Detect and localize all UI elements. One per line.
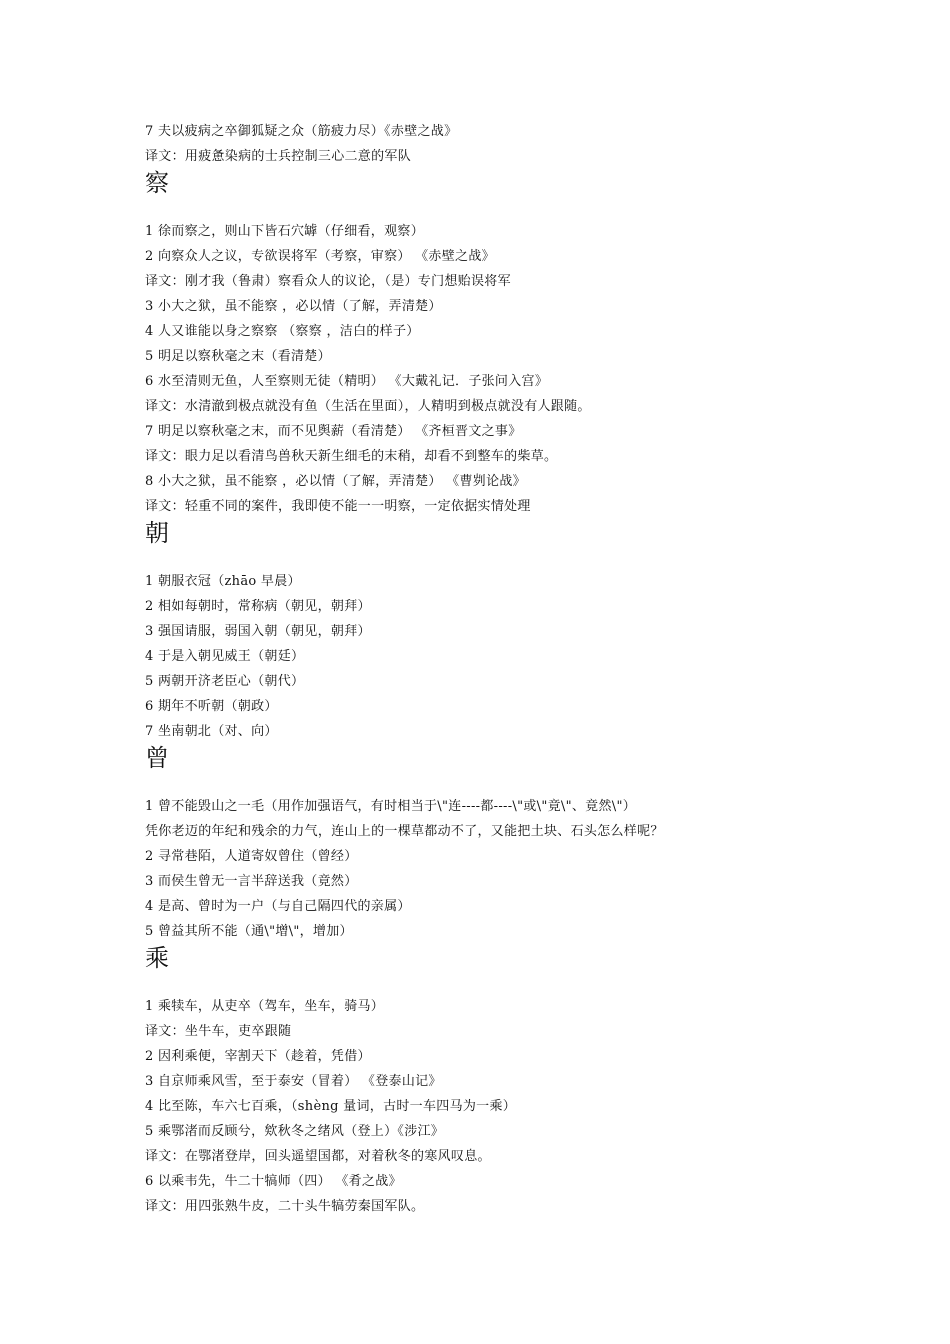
text-line: 译文：水清澈到极点就没有鱼（生活在里面），人精明到极点就没有人跟随。	[145, 399, 591, 414]
text-line: 译文：坐牛车，吏卒跟随	[145, 1024, 292, 1039]
text-line: 译文：在鄂渚登岸，回头遥望国都，对着秋冬的寒风叹息。	[145, 1149, 491, 1164]
text-line: 2 相如每朝时，常称病（朝见，朝拜）	[145, 599, 371, 614]
text-line: 2 向察众人之议，专欲误将军（考察，审察） 《赤壁之战》	[145, 249, 495, 264]
text-line: 5 乘鄂渚而反顾兮，欸秋冬之绪风（登上）《涉江》	[145, 1124, 445, 1139]
text-line: 4 比至陈，车六七百乘，（shèng 量词，古时一车四马为一乘）	[145, 1099, 517, 1114]
text-line: 6 水至清则无鱼，人至察则无徒（精明） 《大戴礼记．子张问入宫》	[145, 374, 549, 389]
text-line: 2 因利乘便，宰割天下（趁着，凭借）	[145, 1049, 371, 1064]
text-line: 1 曾不能毁山之一毛（用作加强语气，有时相当于\"连----都----\"或\"竟\"、竟然\"）	[145, 799, 637, 814]
text-line: 译文：眼力足以看清鸟兽秋天新生细毛的末稍，却看不到整车的柴草。	[145, 449, 558, 464]
text-line: 3 而侯生曾无一言半辞送我（竟然）	[145, 874, 358, 889]
text-line: 1 徐而察之，则山下皆石穴罅（仔细看，观察）	[145, 224, 425, 239]
text-line: 4 人又谁能以身之察察 （察察 ，洁白的样子）	[145, 324, 420, 339]
text-line: 7 明足以察秋毫之末，而不见舆薪（看清楚） 《齐桓晋文之事》	[145, 424, 522, 439]
text-line: 1 乘犊车，从吏卒（驾车，坐车，骑马）	[145, 999, 385, 1014]
text-line: 译文：轻重不同的案件，我即使不能一一明察，一定依据实情处理	[145, 499, 531, 514]
text-line: 7 坐南朝北（对、向）	[145, 724, 278, 739]
document-page	[145, 119, 915, 1219]
text-line: 5 明足以察秋毫之末（看清楚）	[145, 349, 331, 364]
text-line: 5 曾益其所不能（通\"增\"，增加）	[145, 924, 353, 939]
text-line: 3 小大之狱，虽不能察 ，必以情（了解，弄清楚）	[145, 299, 442, 314]
text-line: 译文：用四张熟牛皮，二十头牛犒劳秦国军队。	[145, 1199, 425, 1214]
text-line: 译文：用疲惫染病的士兵控制三心二意的军队	[145, 149, 412, 164]
text-line: 6 以乘韦先，牛二十犒师（四） 《肴之战》	[145, 1174, 402, 1189]
section-heading: 朝	[145, 519, 169, 547]
text-line: 1 朝服衣冠（zhāo 早晨）	[145, 574, 301, 589]
text-line: 4 于是入朝见威王（朝廷）	[145, 649, 305, 664]
section-heading: 曾	[145, 744, 169, 772]
text-line: 3 强国请服，弱国入朝（朝见，朝拜）	[145, 624, 371, 639]
text-line: 4 是高、曾时为一户（与自己隔四代的亲属）	[145, 899, 411, 914]
text-line: 5 两朝开济老臣心（朝代）	[145, 674, 305, 689]
text-line: 译文：刚才我（鲁肃）察看众人的议论，（是）专门想贻误将军	[145, 274, 511, 289]
text-line: 7 夫以疲病之卒御狐疑之众（筋疲力尽）《赤壁之战》	[145, 124, 458, 139]
text-line: 2 寻常巷陌，人道寄奴曾住（曾经）	[145, 849, 358, 864]
text-line: 6 期年不听朝（朝政）	[145, 699, 278, 714]
text-line: 8 小大之狱，虽不能察 ，必以情（了解，弄清楚） 《曹刿论战》	[145, 474, 526, 489]
text-line: 凭你老迈的年纪和残余的力气，连山上的一棵草都动不了，又能把土块、石头怎么样呢？	[145, 824, 664, 839]
section-heading: 乘	[145, 944, 169, 972]
text-line: 3 自京师乘风雪，至于泰安（冒着） 《登泰山记》	[145, 1074, 442, 1089]
section-heading: 察	[145, 169, 169, 197]
